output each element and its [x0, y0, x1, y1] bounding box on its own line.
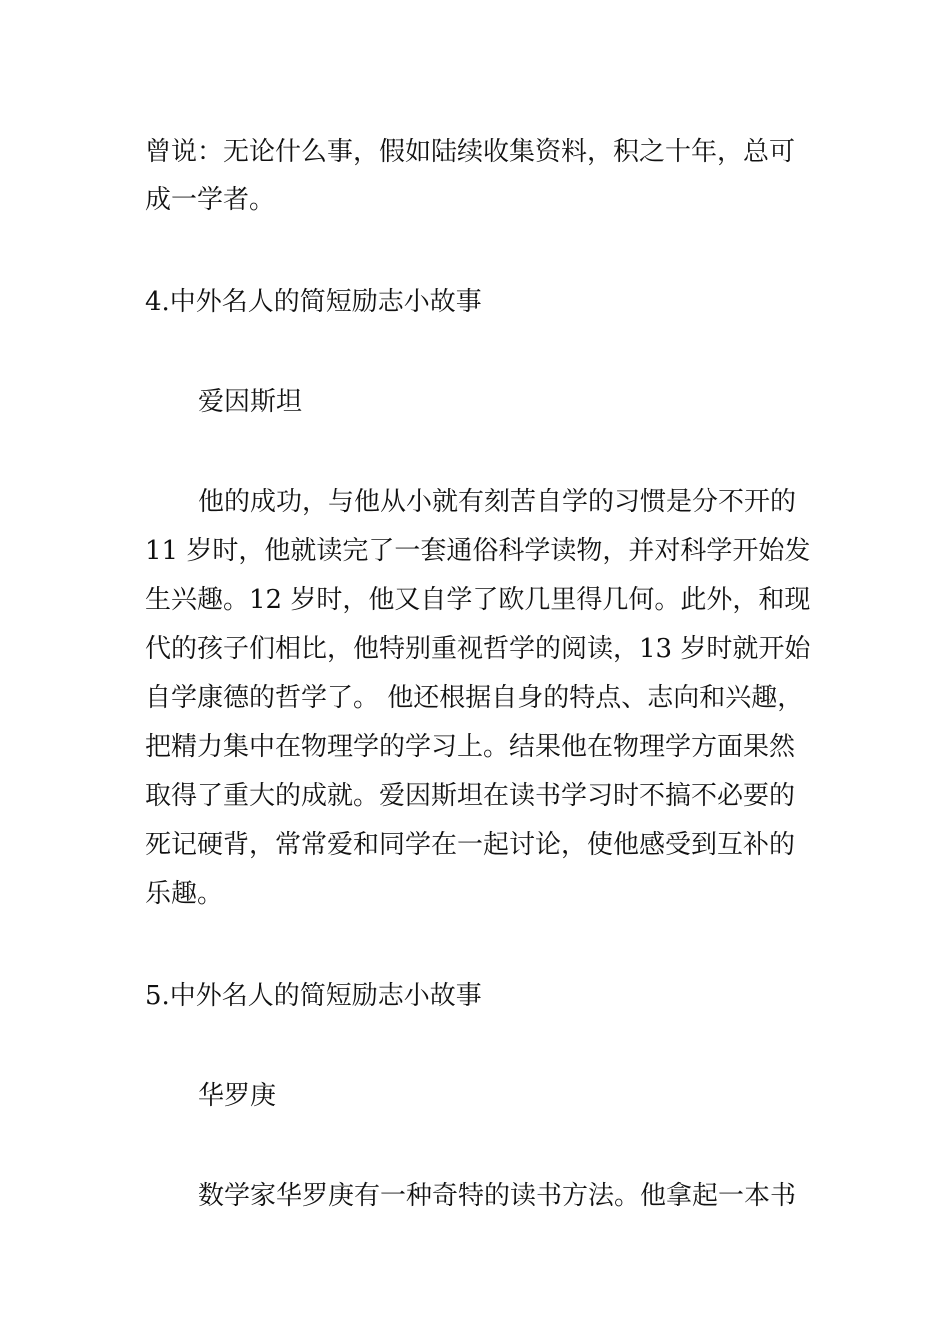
paragraph-line: 11 岁时，他就读完了一套通俗科学读物，并对科学开始发: [145, 536, 811, 566]
paragraph-line: 死记硬背，常常爱和同学在一起讨论，使他感受到互补的: [145, 830, 796, 860]
paragraph-line: 数学家华罗庚有一种奇特的读书方法。他拿起一本书: [198, 1181, 797, 1211]
paragraph-line: 把精力集中在物理学的学习上。结果他在物理学方面果然: [145, 732, 796, 762]
paragraph-line: 生兴趣。12 岁时，他又自学了欧几里得几何。此外，和现: [145, 585, 811, 615]
paragraph-line: 自学康德的哲学了。 他还根据自身的特点、志向和兴趣，: [145, 683, 804, 713]
paragraph-line: 成一学者。: [145, 185, 276, 215]
paragraph-line: 他的成功，与他从小就有刻苦自学的习惯是分不开的: [198, 487, 797, 517]
section-heading: 5.中外名人的简短励志小故事: [145, 981, 482, 1011]
paragraph-line: 代的孩子们相比，他特别重视哲学的阅读，13 岁时就开始: [145, 634, 811, 664]
section-heading: 4.中外名人的简短励志小故事: [145, 287, 482, 317]
paragraph-line: 取得了重大的成就。爱因斯坦在读书学习时不搞不必要的: [145, 781, 796, 811]
paragraph-line: 乐趣。: [145, 879, 224, 909]
person-name: 华罗庚: [198, 1081, 277, 1111]
paragraph-line: 曾说：无论什么事，假如陆续收集资料，积之十年，总可: [145, 137, 796, 167]
person-name: 爱因斯坦: [198, 387, 303, 417]
